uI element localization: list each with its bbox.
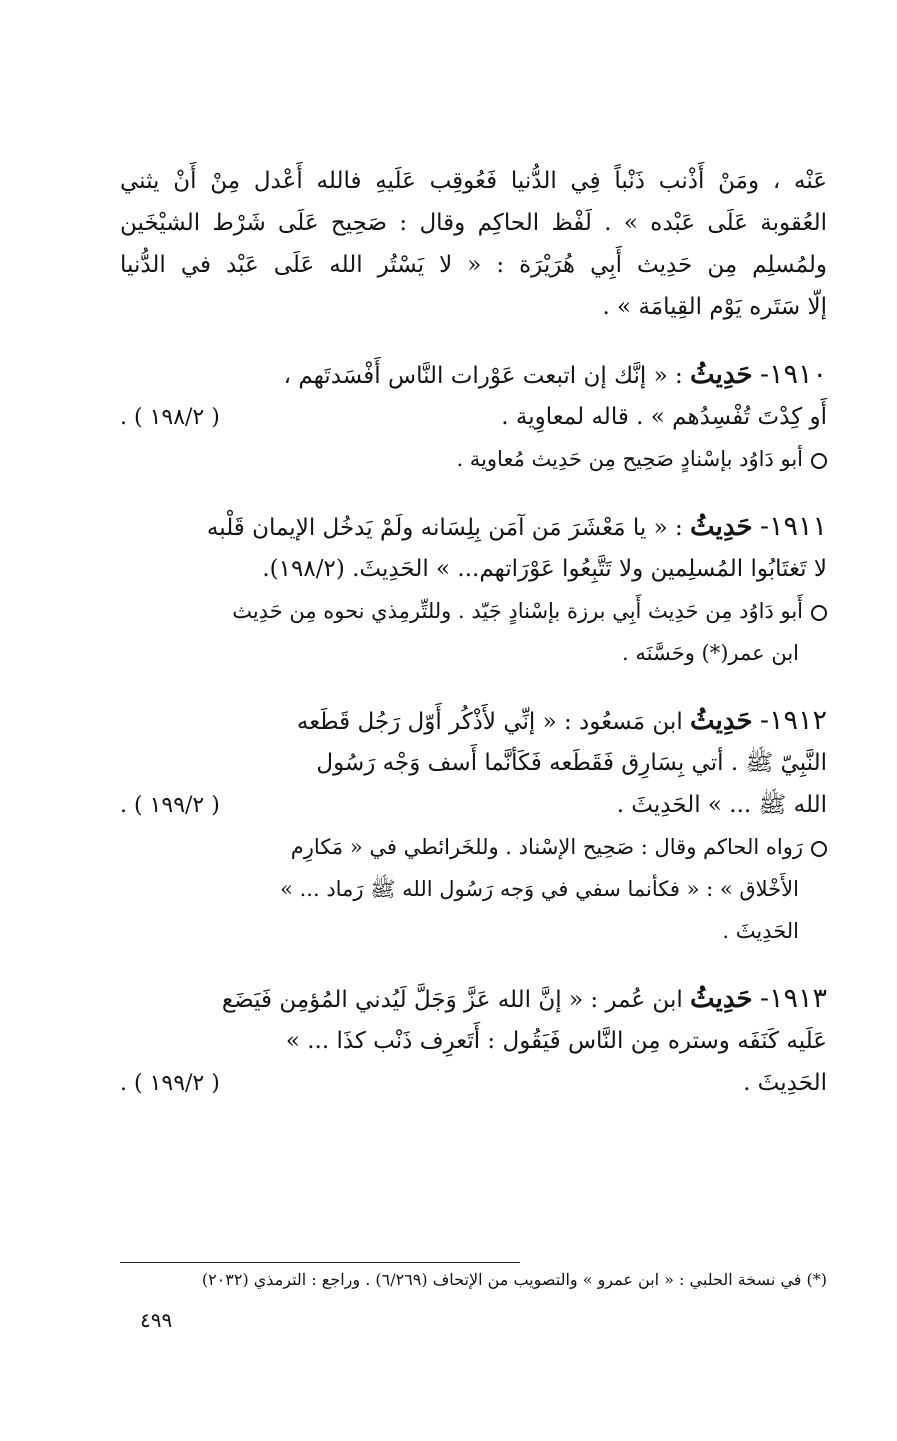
- circle-bullet-icon: [811, 605, 827, 621]
- circle-bullet-icon: [811, 841, 827, 857]
- entry-number: ١٩١٣-: [759, 983, 827, 1014]
- note-text: الحَدِيثَ .: [722, 919, 799, 943]
- entry-line: [120, 396, 827, 438]
- note-text: رَواه الحاكم وقال : صَحِيح الإسْناد . وللخَرائطي في « مَكارِم: [290, 835, 803, 859]
- entry-text: ابن عُمر : « إنَّ الله عَزَّ وَجَلَّ لَيُدني المُؤمِن فَيَضَع: [221, 987, 683, 1013]
- note-text: أبو دَاوُد بإسْنادٍ صَحِيح مِن حَدِيث مُعاوية .: [456, 447, 803, 471]
- hadith-entry-1913: [120, 978, 827, 1104]
- entry-label: حَدِيثُ: [690, 512, 753, 542]
- takhrij-note: [120, 438, 827, 480]
- footnote: (*) في نسخة الحلبي : « ابن عمرو » والتصويب من الإتحاف (٦/٢٦٩) . وراجع : الترمذي (٢٠٣٢): [201, 1270, 827, 1289]
- takhrij-note-continuation: [120, 632, 827, 674]
- entry-line: [120, 784, 827, 826]
- page-body: [120, 160, 827, 1104]
- takhrij-note: [120, 590, 827, 632]
- takhrij-note: [120, 826, 827, 868]
- entry-text: النَّبِيّ ﷺ . أتي بِسَارِق فَقَطَعه فَكَأنَّما أَسف وَجْه رَسُول: [316, 750, 827, 776]
- entry-text: عَلَيه كَنَفَه وستره مِن النَّاس فَيَقُول : أَتَعرِف ذَنْب كذَا ... »: [285, 1028, 827, 1054]
- entry-label: حَدِيثُ: [690, 984, 753, 1014]
- entry-line: [120, 1020, 827, 1062]
- entry-line: [120, 354, 827, 396]
- page-number: ٤٩٩: [140, 1308, 173, 1332]
- entry-line: [120, 1062, 827, 1104]
- hadith-entry-1910: [120, 354, 827, 480]
- note-text: الأَخْلاق » : « فكأنما سفي في وَجه رَسُول الله ﷺ رَماد ... »: [280, 877, 799, 901]
- volume-reference: ( ١٩٩/٢ ) .: [120, 1071, 220, 1096]
- entry-number: ١٩١٠-: [759, 359, 827, 390]
- hadith-entry-1911: [120, 506, 827, 674]
- entry-text: : « يا مَعْشَرَ مَن آمَن بِلِسَانه ولَمْ يَدخُل الإيمان قَلْبه: [206, 515, 683, 541]
- entry-text: الحَدِيثَ .: [743, 1070, 827, 1096]
- hadith-entry-1912: [120, 700, 827, 952]
- entry-line: [120, 548, 827, 590]
- footnote-divider: [120, 1262, 520, 1263]
- volume-reference: ( ١٩٨/٢ ) .: [120, 405, 220, 430]
- note-text: أَبو دَاوُد مِن حَدِيث أَبِي برزة بإسْنادٍ جَيّد . وللتِّرمِذي نحوه مِن حَدِيث: [232, 599, 803, 623]
- text-line: ولمُسلِم مِن حَدِيث أَبِي هُرَيْرَة : « لا يَسْتُر الله عَلَى عَبْد في الدُّنيا: [120, 252, 827, 278]
- takhrij-note-continuation: [120, 868, 827, 910]
- entry-text: الله ﷺ ... » الحَدِيثَ .: [616, 792, 827, 818]
- takhrij-note-continuation: [120, 910, 827, 952]
- entry-label: حَدِيثُ: [690, 706, 753, 736]
- entry-label: حَدِيثُ: [690, 360, 753, 390]
- entry-text: أَو كِدْتَ تُفْسِدُهم » . قاله لمعاوِية .: [501, 404, 827, 430]
- text-line: إلّا سَتَره يَوْم القِيامَة » .: [602, 294, 827, 320]
- intro-paragraph: [120, 160, 827, 328]
- entry-line: [120, 978, 827, 1020]
- entry-text: لا تَغتَابُوا المُسلِمين ولا تَتَّبِعُوا عَوْرَاتهم... » الحَدِيثَ. (١٩٨/٢).: [262, 556, 827, 582]
- volume-reference: ( ١٩٩/٢ ) .: [120, 793, 220, 818]
- text-line: العُقوبة عَلَى عَبْده » . لَفْظ الحاكِم وقال : صَحِيح عَلَى شَرْط الشيْخَين: [120, 210, 827, 236]
- text-line: عَنْه ، ومَنْ أَذْنب ذَنْباً فِي الدُّنيا فَعُوقِب عَلَيهِ فالله أَعْدل مِنْ أَنْ يثني: [120, 168, 827, 194]
- circle-bullet-icon: [811, 453, 827, 469]
- entry-line: [120, 742, 827, 784]
- entry-text: ابن مَسعُود : « إنِّي لأَذْكُر أَوّل رَجُل قَطَعه: [296, 709, 683, 735]
- entry-line: [120, 506, 827, 548]
- entry-text: : « إنَّك إن اتبعت عَوْرات النَّاس أَفْسَدتَهم ،: [283, 363, 683, 389]
- entry-line: [120, 700, 827, 742]
- entry-number: ١٩١٢-: [759, 705, 827, 736]
- entry-number: ١٩١١-: [759, 511, 827, 542]
- note-text: ابن عمر(*) وحَسَّنَه .: [622, 641, 799, 665]
